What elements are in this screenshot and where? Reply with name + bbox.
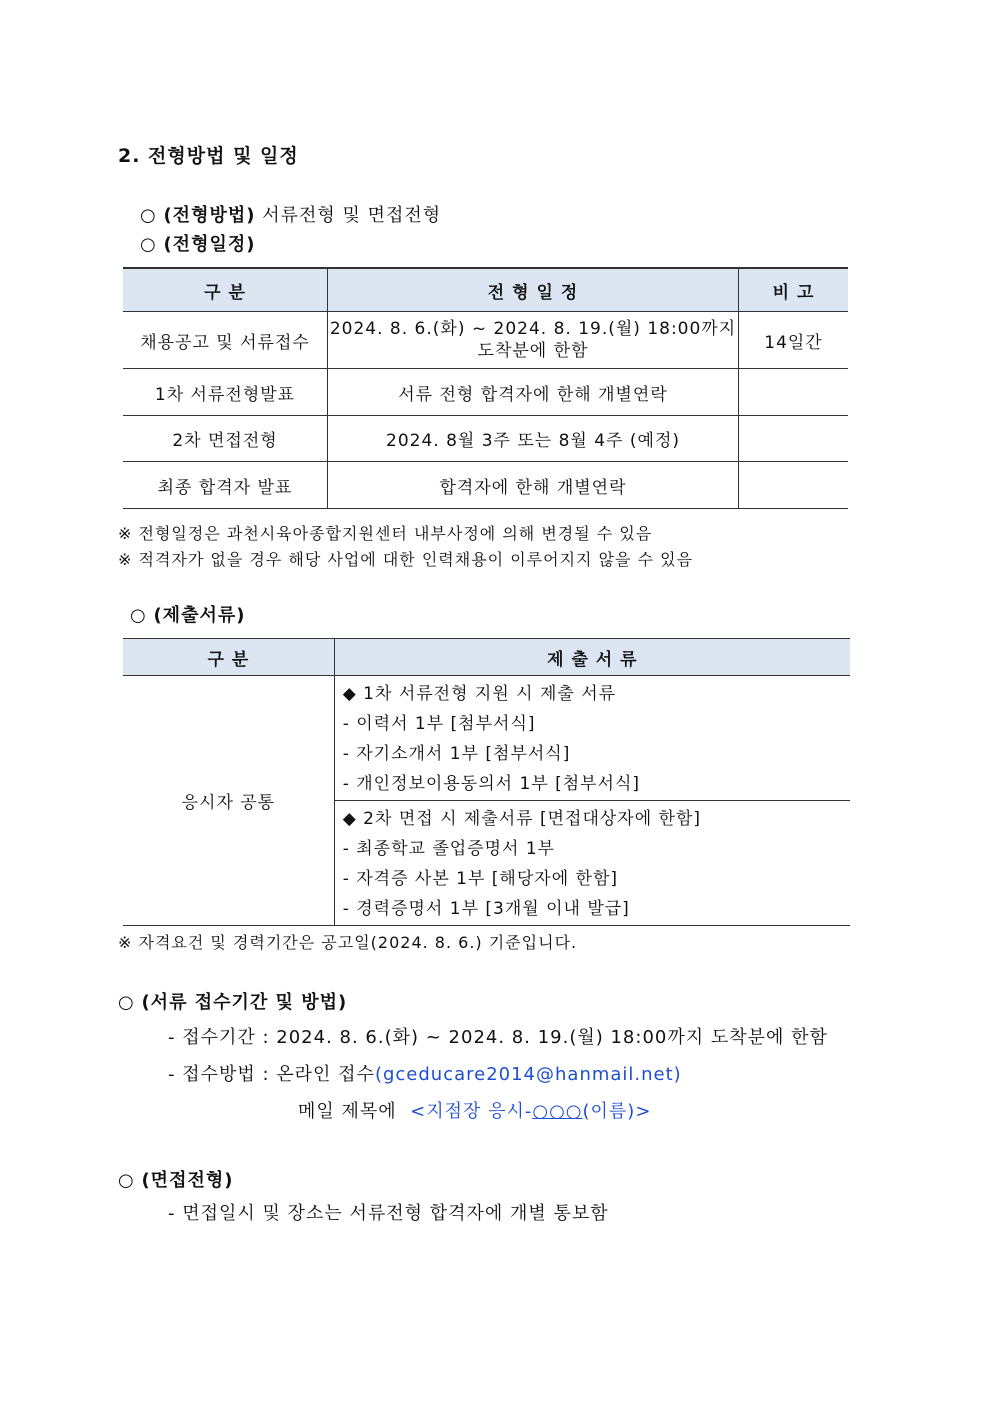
table-row: [123, 676, 850, 801]
submission-method-label: - 접수방법 : 온라인 접수: [168, 1064, 375, 1085]
schedule-line: 도착분에 한함: [477, 341, 589, 361]
docs-heading: [130, 601, 245, 627]
table-row: [123, 462, 848, 509]
row-schedule: 서류 전형 합격자에 한해 개별연락: [328, 369, 739, 416]
table-header-row: [123, 639, 850, 676]
docs-group-title: ◆ 1차 서류전형 지원 시 제출 서류: [342, 684, 617, 704]
docs-group-2: [334, 801, 850, 926]
col-header-schedule: 전 형 일 정: [328, 268, 739, 312]
method-value: 서류전형 및 면접전형: [262, 205, 442, 226]
row-schedule: 합격자에 한해 개별연락: [328, 462, 739, 509]
row-note: 14일간: [739, 312, 849, 369]
row-category: 1차 서류전형발표: [123, 369, 328, 416]
table-header-row: [123, 268, 848, 312]
submission-heading-label: (서류 접수기간 및 방법): [141, 992, 348, 1013]
mail-subject-name: ○○○: [532, 1101, 583, 1122]
circle-marker: ○: [140, 234, 157, 255]
submission-heading: [118, 988, 347, 1014]
circle-marker: ○: [118, 992, 135, 1013]
docs-heading-label: (제출서류): [153, 605, 246, 626]
list-item: - 이력서 1부 [첨부서식]: [342, 714, 536, 734]
row-category: 2차 면접전형: [123, 416, 328, 462]
email-address[interactable]: (gceducare2014@hanmail.net): [374, 1064, 682, 1085]
method-label: (전형방법): [163, 205, 256, 226]
row-note: [739, 462, 849, 509]
docs-group-1: [334, 676, 850, 801]
mail-subject-suffix: (이름)>: [582, 1101, 652, 1122]
submission-period: - 접수기간 : 2024. 8. 6.(화) ~ 2024. 8. 19.(월) 18:00까지 도착분에 한함: [168, 1027, 828, 1048]
list-item: - 최종학교 졸업증명서 1부: [342, 839, 556, 859]
section-title: 2. 전형방법 및 일정: [118, 145, 299, 167]
schedule-heading-label: (전형일정): [163, 234, 256, 255]
row-schedule: [328, 312, 739, 369]
schedule-line: 2024. 8. 6.(화) ~ 2024. 8. 19.(월) 18:00까지: [329, 319, 737, 339]
interview-text: - 면접일시 및 장소는 서류전형 합격자에 개별 통보함: [168, 1203, 609, 1224]
row-schedule: 2024. 8월 3주 또는 8월 4주 (예정): [328, 416, 739, 462]
mail-subject-prefix: <지점장 응시-: [410, 1101, 533, 1122]
method-line: [140, 201, 441, 227]
col-header-category: 구 분: [123, 268, 328, 312]
list-item: - 개인정보이용동의서 1부 [첨부서식]: [342, 774, 641, 794]
circle-marker: ○: [140, 205, 157, 226]
col-header-note: 비 고: [739, 268, 849, 312]
note-line: ※ 전형일정은 과천시육아종합지원센터 내부사정에 의해 변경될 수 있음: [118, 524, 653, 543]
mail-subject-line: [298, 1097, 651, 1123]
table-row: [123, 416, 848, 462]
row-note: [739, 369, 849, 416]
col-header-documents: 제 출 서 류: [334, 639, 850, 676]
schedule-table: [123, 267, 848, 509]
list-item: - 자기소개서 1부 [첨부서식]: [342, 744, 571, 764]
schedule-heading: [140, 230, 255, 256]
docs-category: 응시자 공통: [123, 676, 334, 926]
docs-note: ※ 자격요건 및 경력기간은 공고일(2024. 8. 6.) 기준입니다.: [118, 933, 578, 952]
docs-group-title: ◆ 2차 면접 시 제출서류 [면접대상자에 한함]: [342, 809, 702, 829]
interview-heading: [118, 1166, 233, 1192]
row-category: 최종 합격자 발표: [123, 462, 328, 509]
circle-marker: ○: [130, 605, 147, 626]
mail-subject-label: 메일 제목에: [298, 1101, 397, 1122]
interview-heading-label: (면접전형): [141, 1170, 234, 1191]
col-header-category: 구 분: [123, 639, 334, 676]
submission-method: [168, 1060, 682, 1086]
row-category: 채용공고 및 서류접수: [123, 312, 328, 369]
table-row: [123, 312, 848, 369]
documents-table: [123, 638, 850, 926]
note-line: ※ 적격자가 없을 경우 해당 사업에 대한 인력채용이 이루어지지 않을 수 있음: [118, 550, 694, 569]
row-note: [739, 416, 849, 462]
table-row: [123, 369, 848, 416]
list-item: - 자격증 사본 1부 [해당자에 한함]: [342, 869, 619, 889]
list-item: - 경력증명서 1부 [3개월 이내 발급]: [342, 899, 630, 919]
circle-marker: ○: [118, 1170, 135, 1191]
